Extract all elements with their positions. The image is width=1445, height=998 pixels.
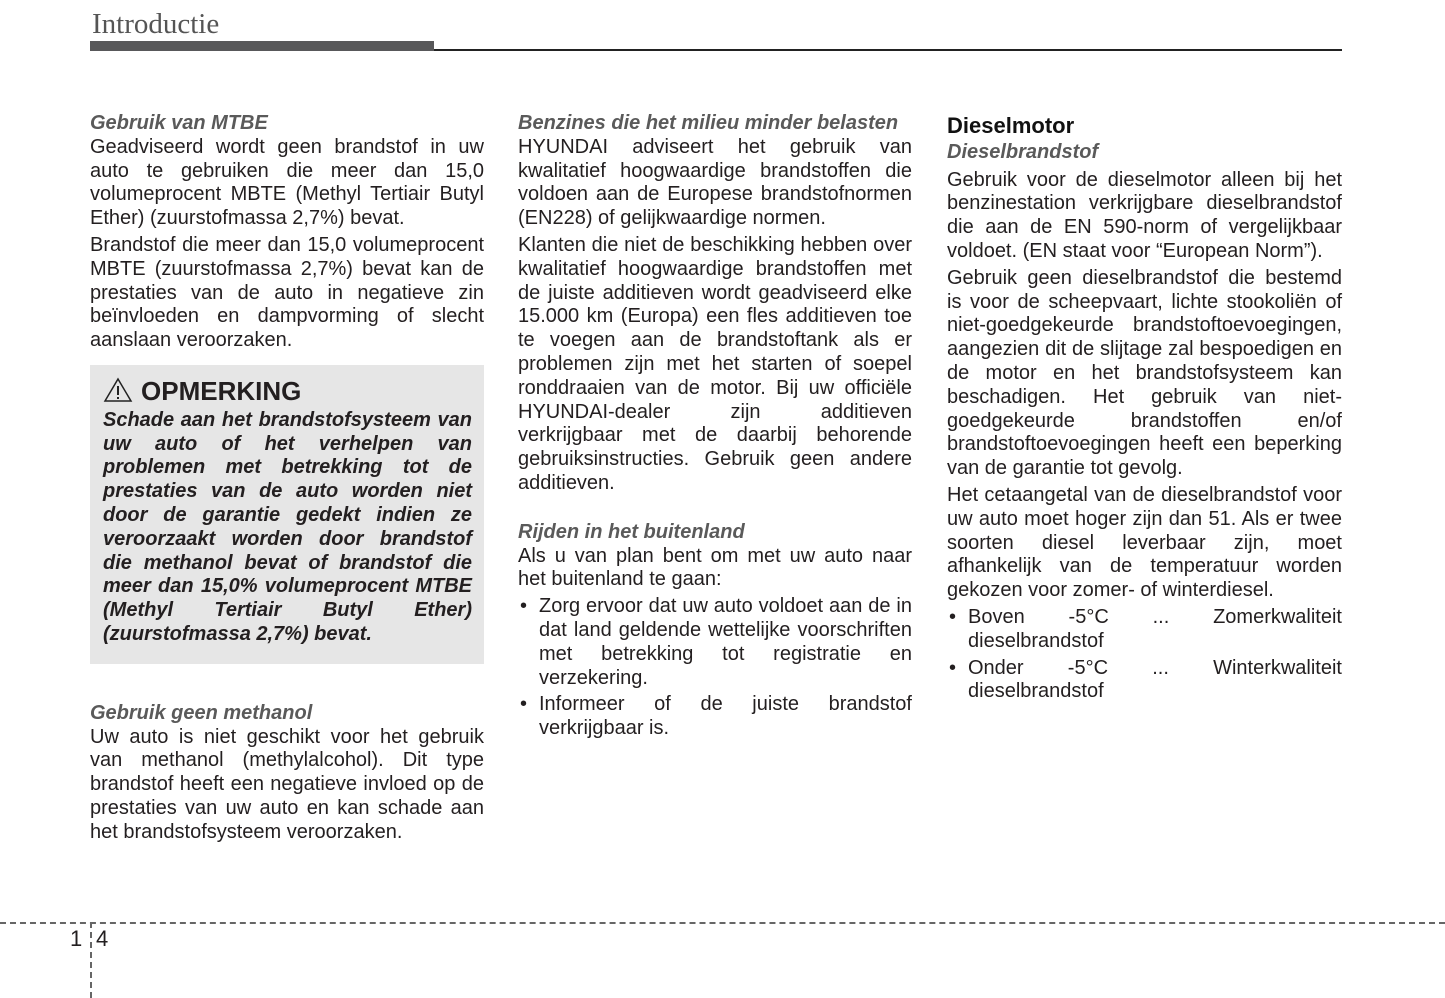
section-title: Introductie: [92, 8, 220, 40]
header-bar: [90, 41, 434, 51]
heading-dieselmotor: Dieselmotor: [947, 113, 1075, 138]
bullet-list: [518, 595, 912, 741]
footer-rule: [0, 922, 1445, 924]
heading-benzines: Benzines die het milieu minder belasten: [518, 112, 899, 134]
heading-mtbe: Gebruik van MTBE: [90, 112, 268, 134]
list-item: • Zorg ervoor dat uw auto voldoet aan de in dat land geldende wettelijke voorschriften met betrekking tot registratie en verzekering.: [518, 595, 912, 690]
paragraph: Klanten die niet de beschikking hebben over kwalitatief hoogwaardige brandstoffen met de juiste additieven wordt geadviseerd elke 15.000 km (Europa) een fles additieven toe te voegen aan de brandstoftank als er problemen zijn met het starten of soepel ronddraaien van de motor. Bij uw officiële HYUNDAI-dealer zijn additieven verkrijgbaar met de daarbij behorende gebruiksinstructies. Gebruik geen andere additieven.: [518, 233, 912, 494]
page-number: 4: [96, 926, 109, 951]
note-title: OPMERKING: [141, 375, 302, 406]
paragraph: Brandstof die meer dan 15,0 volumeprocent MBTE (zuurstofmassa 2,7%) bevat kan de prestaties van de auto in negatieve zin beïnvloeden en dampvorming of slecht aanslaan veroorzaken.: [90, 233, 484, 352]
column-3: [947, 112, 1342, 707]
note-text: Schade aan het brandstofsysteem van uw auto of het verhelpen van problemen met betrekking tot de prestaties van de auto worden niet door de garantie gedekt indien ze veroorzaakt worden door brandstof die methanol bevat of brandstof die meer dan 15,0% volumeprocent MTBE (Methyl Tertiair Butyl Ether) (zuurstofmassa 2,7%) bevat.: [103, 408, 472, 645]
paragraph: Als u van plan bent om met uw auto naar het buitenland te gaan:: [518, 544, 912, 591]
bullet-list: [947, 606, 1342, 704]
list-item: • Boven -5°C ... Zomerkwaliteit dieselbrandstof: [947, 606, 1342, 654]
list-item: • Informeer of de juiste brandstof verkrijgbaar is.: [518, 693, 912, 741]
footer-divider: [90, 922, 92, 998]
heading-methanol: Gebruik geen methanol: [90, 701, 313, 724]
heading-dieselbrandstof: Dieselbrandstof: [947, 140, 1099, 163]
paragraph: Geadviseerd wordt geen brandstof in uw auto te gebruiken die meer dan 15,0 volumeprocent MBTE (Methyl Tertiair Butyl Ether) (zuurstofmassa 2,7%) bevat.: [90, 135, 484, 230]
column-1: [90, 112, 484, 848]
section-number: 1: [70, 926, 83, 951]
heading-buitenland: Rijden in het buitenland: [518, 520, 745, 543]
paragraph: Gebruik geen dieselbrandstof die bestemd is voor de scheepvaart, lichte stookoliën of niet-goedgekeurde brandstoftoevoegingen, aangezien dit de slijtage zal bespoedigen en de motor en het brandstofsysteem kan beschadigen. Het gebruik van niet-goedgekeurde brandstoffen en/of brandstoftoevoegingen heeft een beperking van de garantie tot gevolg.: [947, 266, 1342, 480]
paragraph: Het cetaangetal van de dieselbrandstof voor uw auto moet hoger zijn dan 51. Als er twee soorten diesel leverbaar zijn, moet afhankelijk van de temperatuur worden gekozen voor zomer- of winterdiesel.: [947, 483, 1342, 602]
list-item: • Onder -5°C ... Winterkwaliteit dieselbrandstof: [947, 657, 1342, 705]
warning-icon: [103, 377, 133, 407]
paragraph: Gebruik voor de dieselmotor alleen bij het benzinestation verkrijgbare dieselbrandstof die aan de EN 590-norm of vergelijkbaar voldoet. (EN staat voor “European Norm”).: [947, 168, 1342, 262]
paragraph: HYUNDAI adviseert het gebruik van kwalitatief hoogwaardige brandstoffen die voldoen aan de Europese brandstofnormen (EN228) of gelijkwaardige normen.: [518, 135, 912, 230]
note-box: [90, 365, 484, 664]
column-2: [518, 112, 912, 744]
paragraph: Uw auto is niet geschikt voor het gebruik van methanol (methylalcohol). Dit type brandstof heeft een negatieve invloed op de prestaties van uw auto en kan schade aan het brandstofsysteem veroorzaken.: [90, 725, 484, 843]
header-rule: [434, 49, 1342, 51]
